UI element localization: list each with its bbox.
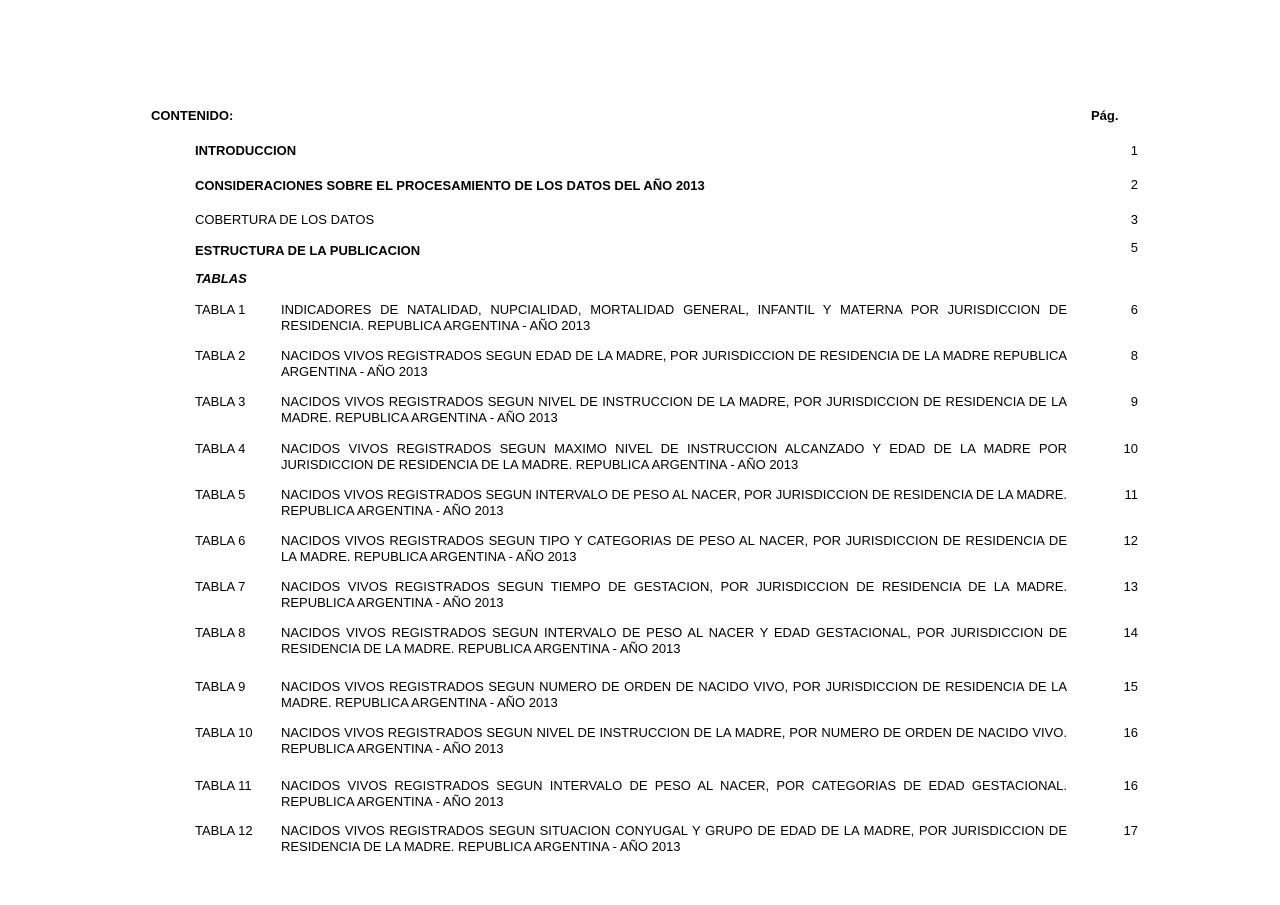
toc-entry-table-7[interactable]: NACIDOS VIVOS REGISTRADOS SEGUN TIEMPO DE GESTACION, POR JURISDICCION DE RESIDENCIA DE LA MADRE. REPUBLICA ARGENTINA - AÑO 2013 [281,579,1067,610]
table-label: TABLA 7 [195,579,246,594]
toc-entry-table-2[interactable]: NACIDOS VIVOS REGISTRADOS SEGUN EDAD DE LA MADRE, POR JURISDICCION DE RESIDENCIA DE LA MADRE REPUBLICA ARGENTINA - AÑO 2013 [281,348,1067,379]
table-label: TABLA 2 [195,348,246,363]
toc-entry-introduccion[interactable]: INTRODUCCION [195,143,297,158]
table-label: TABLA 12 [195,823,253,838]
toc-entry-cobertura[interactable]: COBERTURA DE LOS DATOS [195,212,375,227]
toc-page-number: 9 [1130,394,1138,409]
toc-page-number: 14 [1123,625,1138,640]
toc-entry-consideraciones[interactable]: CONSIDERACIONES SOBRE EL PROCESAMIENTO DE LOS DATOS DEL AÑO 2013 [195,178,705,193]
table-label: TABLA 10 [195,725,253,740]
toc-entry-table-12[interactable]: NACIDOS VIVOS REGISTRADOS SEGUN SITUACION CONYUGAL Y GRUPO DE EDAD DE LA MADRE, POR JURISDICCION DE RESIDENCIA DE LA MADRE. REPUBLICA ARGENTINA - AÑO 2013 [281,823,1067,854]
toc-entry-table-9[interactable]: NACIDOS VIVOS REGISTRADOS SEGUN NUMERO DE ORDEN DE NACIDO VIVO, POR JURISDICCION DE RESIDENCIA DE LA MADRE. REPUBLICA ARGENTINA - AÑO 2013 [281,679,1067,710]
toc-entry-estructura[interactable]: ESTRUCTURA DE LA PUBLICACION [195,243,421,258]
toc-page-number: 8 [1130,348,1138,363]
toc-page-number: 3 [1130,212,1138,227]
toc-page-number: 13 [1123,579,1138,594]
toc-entry-table-10[interactable]: NACIDOS VIVOS REGISTRADOS SEGUN NIVEL DE INSTRUCCION DE LA MADRE, POR NUMERO DE ORDEN DE NACIDO VIVO. REPUBLICA ARGENTINA - AÑO 2013 [281,725,1067,756]
tables-heading: TABLAS [195,271,247,286]
toc-page-number: 12 [1123,533,1138,548]
toc-entry-table-5[interactable]: NACIDOS VIVOS REGISTRADOS SEGUN INTERVALO DE PESO AL NACER, POR JURISDICCION DE RESIDENCIA DE LA MADRE. REPUBLICA ARGENTINA - AÑO 2013 [281,487,1067,518]
page-column-heading: Pág. [1091,108,1119,123]
toc-page-number: 15 [1123,679,1138,694]
contents-heading: CONTENIDO: [151,108,234,123]
table-label: TABLA 11 [195,778,252,793]
table-label: TABLA 5 [195,487,246,502]
toc-entry-table-3[interactable]: NACIDOS VIVOS REGISTRADOS SEGUN NIVEL DE INSTRUCCION DE LA MADRE, POR JURISDICCION DE RESIDENCIA DE LA MADRE. REPUBLICA ARGENTINA - AÑO 2013 [281,394,1067,425]
toc-entry-table-4[interactable]: NACIDOS VIVOS REGISTRADOS SEGUN MAXIMO NIVEL DE INSTRUCCION ALCANZADO Y EDAD DE LA MADRE POR JURISDICCION DE RESIDENCIA DE LA MADRE. REPUBLICA ARGENTINA - AÑO 2013 [281,441,1067,472]
toc-page-number: 6 [1130,302,1138,317]
toc-entry-table-8[interactable]: NACIDOS VIVOS REGISTRADOS SEGUN INTERVALO DE PESO AL NACER Y EDAD GESTACIONAL, POR JURISDICCION DE RESIDENCIA DE LA MADRE. REPUBLICA ARGENTINA - AÑO 2013 [281,625,1067,656]
table-label: TABLA 8 [195,625,246,640]
table-label: TABLA 9 [195,679,246,694]
toc-entry-table-11[interactable]: NACIDOS VIVOS REGISTRADOS SEGUN INTERVALO DE PESO AL NACER, POR CATEGORIAS DE EDAD GESTACIONAL. REPUBLICA ARGENTINA - AÑO 2013 [281,778,1067,809]
toc-page-number: 16 [1123,725,1138,740]
table-label: TABLA 4 [195,441,246,456]
toc-page-number: 1 [1130,143,1138,158]
toc-page-number: 2 [1130,177,1138,192]
toc-page-number: 10 [1123,441,1138,456]
toc-entry-table-6[interactable]: NACIDOS VIVOS REGISTRADOS SEGUN TIPO Y CATEGORIAS DE PESO AL NACER, POR JURISDICCION DE RESIDENCIA DE LA MADRE. REPUBLICA ARGENTINA - AÑO 2013 [281,533,1067,564]
toc-page-number: 17 [1123,823,1138,838]
table-label: TABLA 6 [195,533,246,548]
toc-page-number: 5 [1130,240,1138,255]
toc-page-number: 11 [1124,487,1138,502]
table-label: TABLA 1 [195,302,246,317]
table-label: TABLA 3 [195,394,246,409]
toc-entry-table-1[interactable]: INDICADORES DE NATALIDAD, NUPCIALIDAD, MORTALIDAD GENERAL, INFANTIL Y MATERNA POR JURISDICCION DE RESIDENCIA. REPUBLICA ARGENTINA - AÑO 2013 [281,302,1067,333]
toc-page-number: 16 [1123,778,1138,793]
